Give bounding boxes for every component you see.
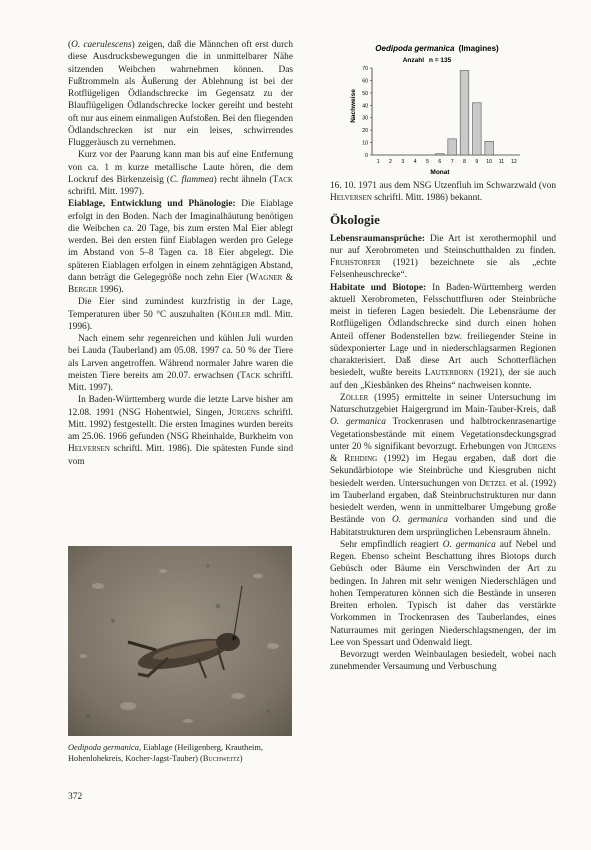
chart-annotation-n: n = 135 — [429, 57, 452, 64]
chart-title-suffix: (Imagines) — [458, 44, 499, 53]
chart-bar — [473, 103, 482, 155]
chart-x-tick-label: 2 — [389, 159, 392, 165]
chart-x-tick-label: 5 — [426, 159, 429, 165]
paragraph: In Baden-Württemberg wurde die letzte Larve bisher am 12.08. 1991 (NSG Hohentwiel, Singen, Jürgens schriftl. Mitt. 1992) festgestellt. Die ersten Imagines wurden bereits am 25.06. 1966 gefunden (NSG Rheinhalde, Burkheim von Helversen schriftl. Mitt. 1986). Die spätesten Funde sind vom — [68, 395, 293, 467]
chart-x-tick-label: 6 — [438, 159, 442, 165]
chart-x-tick-label: 7 — [450, 159, 454, 165]
grasshopper-photo — [68, 546, 292, 736]
chart-y-tick-label: 70 — [362, 66, 368, 72]
section-heading: Ökologie — [330, 211, 380, 227]
chart-bar — [436, 154, 445, 155]
chart-ylabel: Nachweise — [350, 89, 357, 123]
chart-bar — [460, 70, 469, 155]
paragraph: Nach einem sehr regenreichen und kühlen Juli wurden bei Lauda (Tauberland) am 05.08. 1997 ca. 50 % der Tiere als Larven angetroffen. Während normaler Jahre waren die meisten Tiere bereits am 20.07. erwachsen (Tack schriftl. Mitt. 1997). — [68, 334, 293, 393]
paragraph: Eiablage, Entwicklung und Phänologie: Die Eiablage erfolgt in den Boden. Nach der Imaginalhäutung benötigen die Weibchen ca. 20 Tage, bis zum ersten Mal Eier ablegt werden. Bei den ersten fünf Eiablagen werden pro Gelege im Abstand von 5–8 Tagen ca. 18 Eier abgelegt. Die späteren Eiablagen erfolgen in einem zehntägigen Abstand, dann beträgt die Gelegegröße noch zehn Eier (Wagner & Berger 1996). — [68, 199, 293, 295]
chart-x-tick-label: 1 — [376, 159, 380, 165]
right-text-column — [330, 180, 556, 674]
chart-annotation-count: Anzahl — [402, 57, 424, 64]
paragraph: Habitate und Biotope: In Baden-Württemberg werden aktuell Xerobrometen, Felsschuttfluren oder Steinbrüche meist in tieferen Lagen besiedelt. Die Lebensräume der Rotflügeligen Ödlandschrecke sind durch einen hohen Anteil offener Bodenstellen bzw. freiliegender Steine in südexponierter Lage und in niederschlagsarmen Regionen charakterisiert. Daß diese Art auch Schotterflächen besiedelt, wußte bereits Lauterborn (1921), der sie auch auf den „Kiesbänken des Rheins“ nachweisen konnte. — [330, 282, 557, 391]
chart-x-tick-label: 8 — [463, 159, 466, 165]
paragraph: Sehr empfindlich reagiert O. germanica auf Nebel und Regen. Ebenso scheint Beschattung ihres Biotops durch Gebüsch oder Bäume ein Verschwinden der Art zu bedingen. In Jahren mit sehr wenigen Niederschlägen und hohen Temperaturen können sich die Bestände in unseren Breiten erholen. Typisch ist daher das verstärkte Vorkommen in Trockenrasen des Tauberlandes, eines Naturraumes mit geringen Niederschlagsmengen, der im Lee von Spessart und Odenwald liegt. — [330, 539, 556, 648]
chart-bar — [485, 141, 494, 155]
paragraph: Kurz vor der Paarung kann man bis auf eine Entfernung von ca. 1 m kurze metallische Laute hören, die dem Lockruf des Birkenzeisig (C. flammea) recht ähneln (Tack schriftl. Mitt. 1997). — [68, 150, 293, 197]
chart-bar — [448, 139, 457, 155]
chart-y-tick-label: 10 — [362, 140, 368, 147]
paragraph: Bevorzugt werden Weinbaulagen besiedelt, wobei nach zunehmender Versaumung und Verbuschung — [330, 650, 556, 673]
paragraph: (O. caerulescens) zeigen, daß die Männchen oft erst durch diese Ausdrucksbewegungen die in unmittelbarer Nähe sitzenden Weibchen wahrnehmen können. Das Fußtrommeln als Äußerung der Ablehnung ist bei der Rotflügeligen Ödlandschrecke im Gegensatz zu der Blauflügeligen Ödlandschrecke locker gereiht und besteht oft nur aus einem einmaligen Aufstoßen. Bei den fliegenden Ödlandschrecken ist nur ein leises, schwirrendes Fluggeräusch zu vernehmen. — [68, 40, 293, 148]
chart-title-species: Oedipoda germanica — [375, 44, 455, 53]
chart-y-tick-label: 0 — [365, 153, 368, 159]
paragraph: Die Eier sind zumindest kurzfristig in der Lage, Temperaturen über 50 °C auszuhalten (Köhler mdl. Mitt. 1996). — [68, 297, 293, 332]
chart-xlabel: Monat — [430, 169, 450, 176]
chart-y-tick-label: 50 — [362, 90, 368, 97]
paragraph: Zöller (1995) ermittelte in seiner Untersuchung im Naturschutzgebiet Haigergrund im Main-Tauber-Kreis, daß O. germanica Trockenrasen und halbtrockenrasenartige Vegetationsbestände mit einem Vegetationsdeckungsgrad unter 20 % signifikant bevorzugt. Erhebungen von Jürgens & Rehding (1992) im Hegau ergaben, daß dort die Sekundärbiotope wie Steinbrüche und Kiesgruben nicht besiedelt werden. Untersuchungen von Detzel et al. (1992) im Tauberland ergaben, daß Steinbruchstrukturen nur dann besiedelt werden, wenn in unmittelbarer Umgebung große Bestände von O. germanica vorhanden sind und die Habitatstrukturen dem ursprünglichen Lebensraum ähneln. — [330, 392, 557, 538]
chart-x-tick-label: 4 — [413, 159, 417, 165]
month-bar-chart — [342, 42, 532, 177]
chart-y-tick-label: 60 — [362, 78, 368, 85]
paragraph: Lebensraumansprüche: Die Art ist xerothermophil und nur auf Xerobrometen und Steinschutthalden zu finden. Fruhstorfer (1921) bezeichnete sie als „echte Felsenheuschrecke“. — [330, 233, 556, 281]
chart-x-tick-label: 12 — [510, 159, 517, 165]
chart-x-tick-label: 10 — [486, 159, 493, 165]
section-lead: Eiablage, Entwicklung und Phänologie: — [68, 199, 236, 210]
photo-caption: Oedipoda germanica, Eiablage (Heiligenberg, Krautheim, Hohenlohekreis, Kocher-Jagst-Tauber) (Buchweitz) — [68, 743, 263, 763]
page-number: 372 — [68, 792, 83, 802]
left-text-column — [68, 39, 293, 468]
chart-x-tick-label: 3 — [401, 159, 405, 165]
section-lead: Lebensraumansprüche: — [330, 233, 426, 244]
chart-title — [375, 44, 499, 53]
chart-y-tick-label: 20 — [362, 128, 368, 135]
chart-x-tick-label: 11 — [498, 159, 505, 165]
paragraph: 16. 10. 1971 aus dem NSG Utzenfluh im Schwarzwald (von Helversen schriftl. Mitt. 1986) bekannt. — [330, 181, 556, 204]
chart-y-tick-label: 30 — [362, 115, 368, 122]
section-lead: Habitate und Biotope: — [330, 282, 427, 293]
chart-x-tick-label: 9 — [475, 159, 479, 165]
chart-y-tick-label: 40 — [362, 103, 368, 110]
